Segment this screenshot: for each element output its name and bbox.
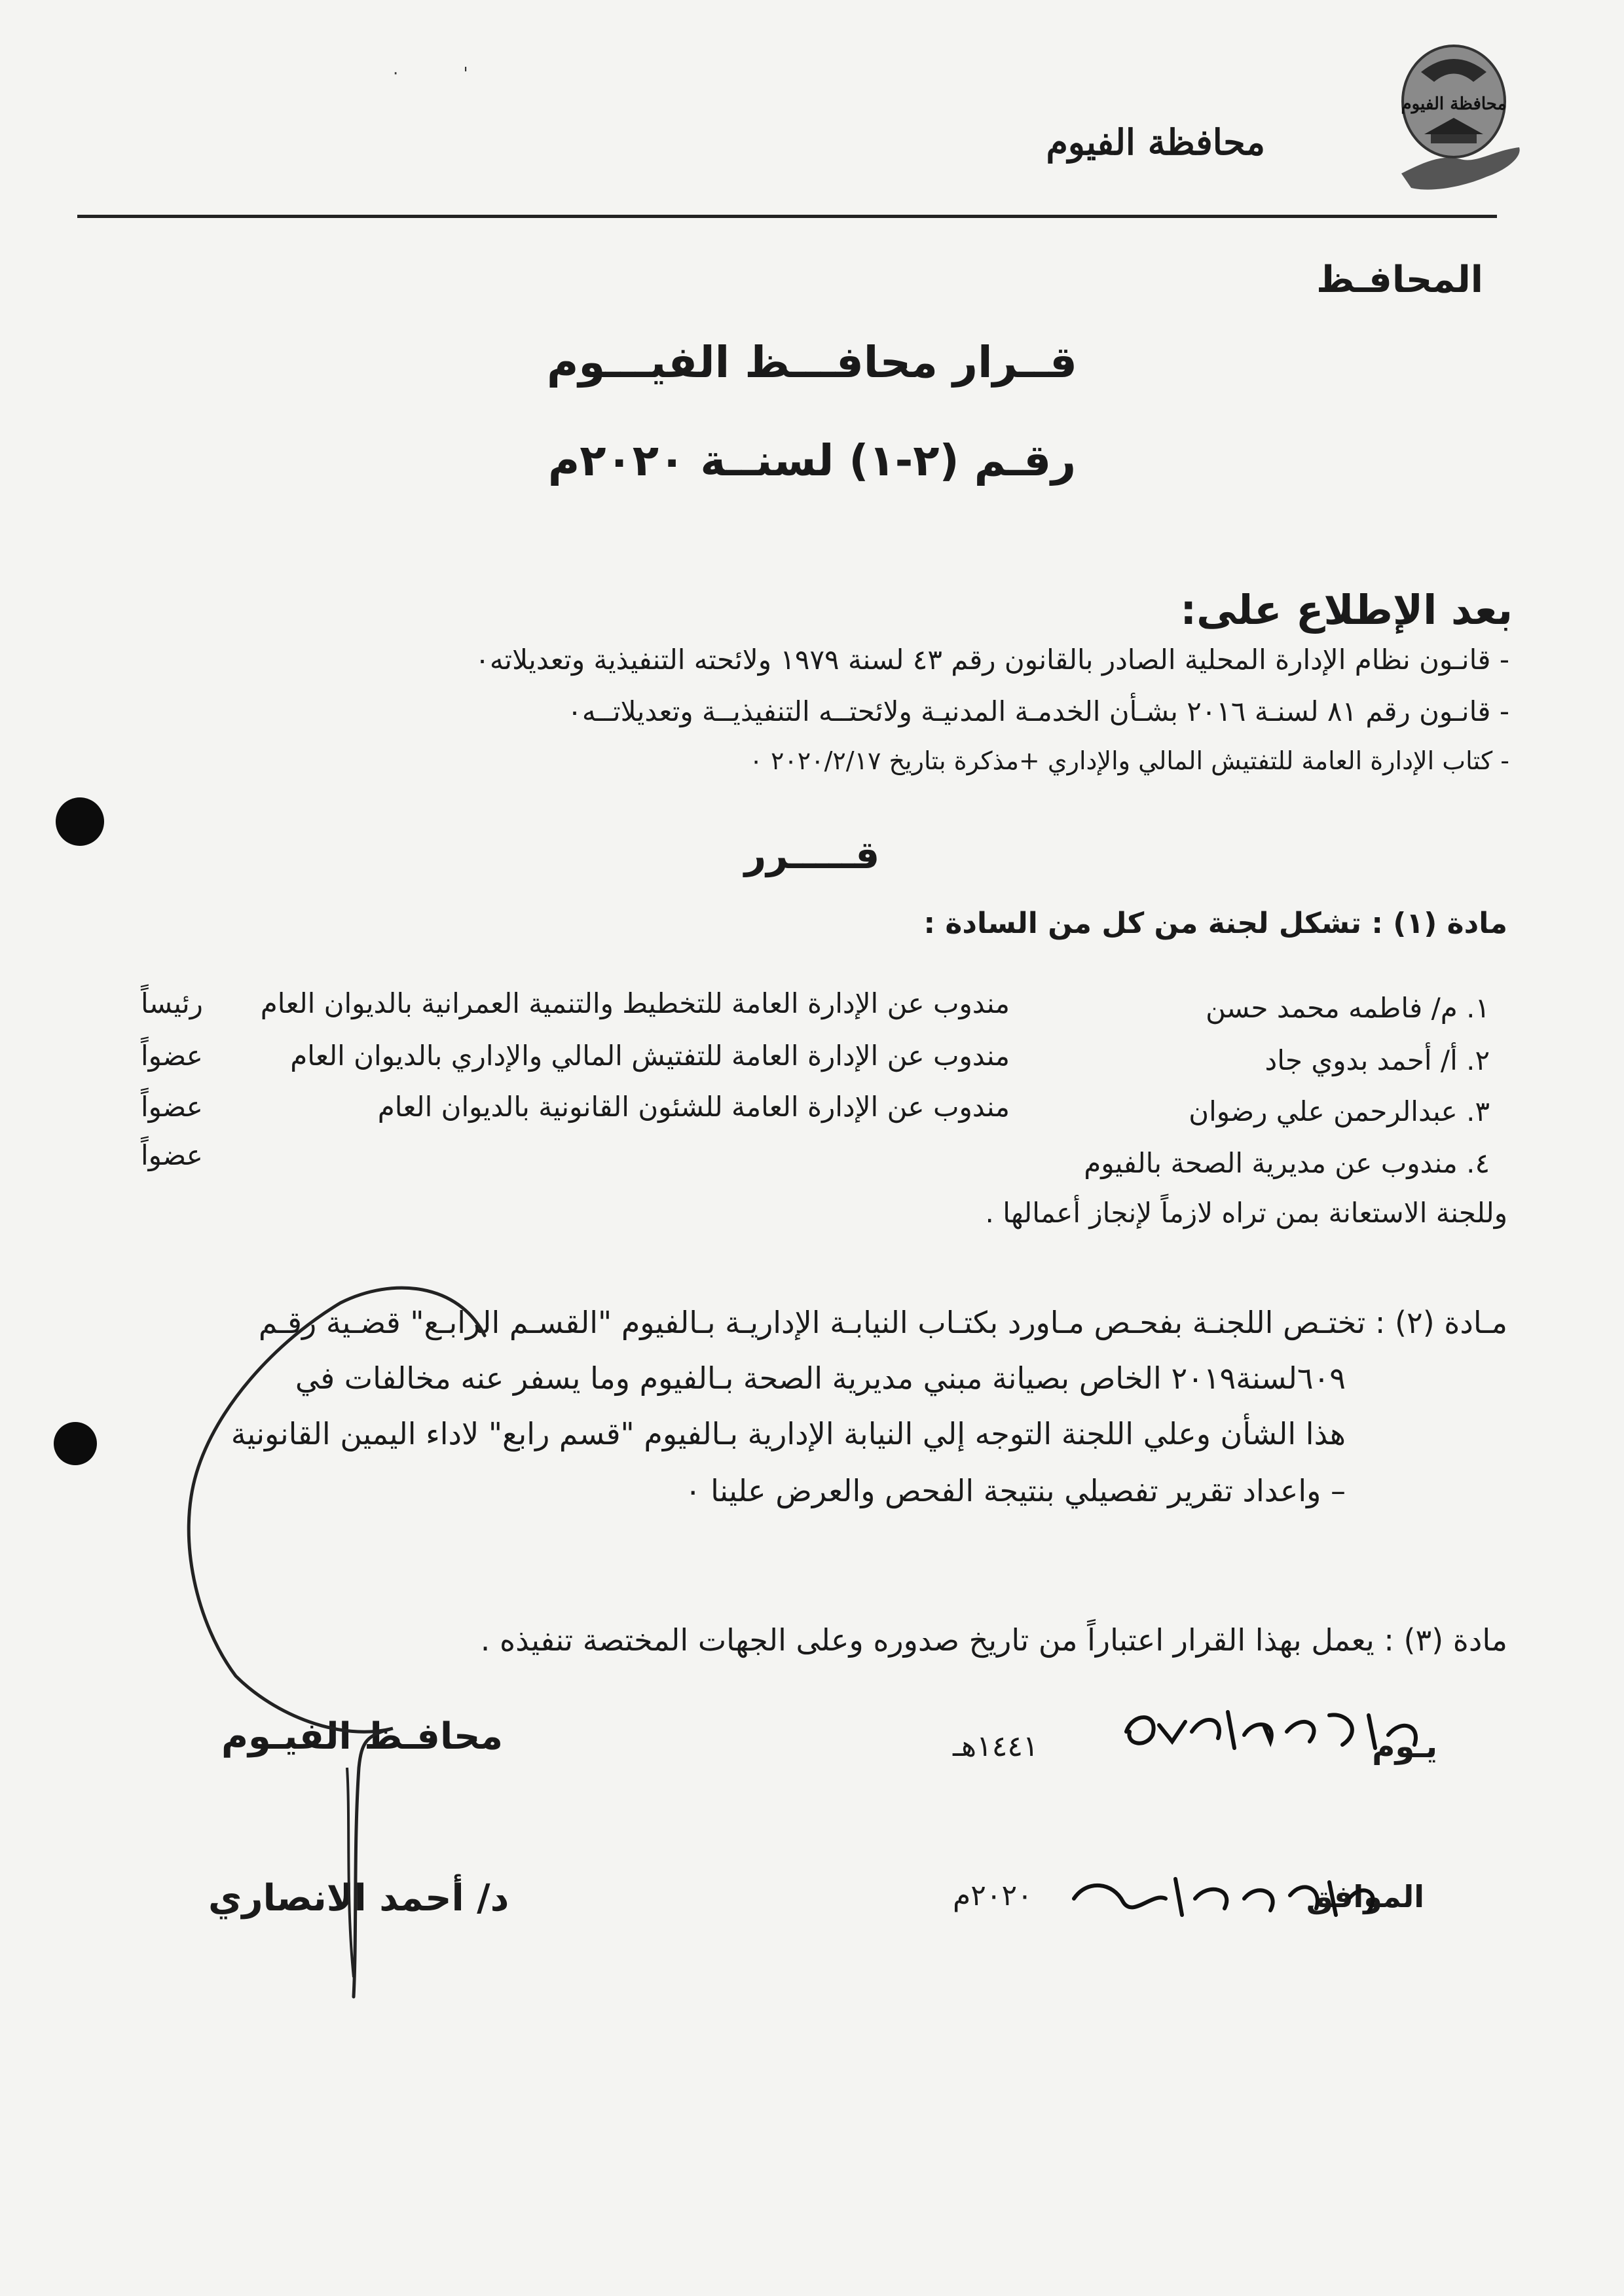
article-2-line: هذا الشأن وعلي اللجنة التوجه إلي النيابة الإدارية بـالفيوم "قسم رابع" لاداء اليمين القانونية <box>231 1416 1346 1451</box>
member-role: عضواً <box>141 1139 203 1171</box>
office-title: المحافـظ <box>1316 259 1483 301</box>
member-name: ٢. أ/ أحمد بدوي جاد <box>1264 1044 1490 1076</box>
gregorian-year: ٢٠٢٠م <box>953 1879 1033 1912</box>
decree-number: رقـم (٢-١) لسنــة ٢٠٢٠م <box>547 435 1077 486</box>
article-1-note: وللجنة الاستعانة بمن تراه لازماً لإنجاز أعمالها . <box>985 1197 1507 1229</box>
member-description: مندوب عن الإدارة العامة للتخطيط والتنمية العمرانية بالديوان العام <box>260 987 1010 1019</box>
decree-title: قــرار محافـــظ الفيـــوم <box>546 337 1077 388</box>
article-2-line: ٦٠٩لسنة٢٠١٩ الخاص بصيانة مبني مديرية الصحة بـالفيوم وما يسفر عنه مخالفات في <box>295 1360 1346 1396</box>
member-description: مندوب عن الإدارة العامة للتفتيش المالي والإداري بالديوان العام <box>290 1040 1010 1072</box>
member-name: ٤. مندوب عن مديرية الصحة بالفيوم <box>1084 1147 1490 1179</box>
article-3: مادة (٣) : يعمل بهذا القرار اعتباراً من تاريخ صدوره وعلى الجهات المختصة تنفيذه . <box>480 1622 1507 1658</box>
governorate-logo <box>1395 36 1526 200</box>
decided-heading: قـــــرر <box>744 833 880 877</box>
signatory-title: محافـظ الفيـوم <box>221 1715 504 1758</box>
gregorian-label: الموافق <box>1306 1879 1424 1914</box>
recital-item: - كتاب الإدارة العامة للتفتيش المالي والإداري +مذكرة بتاريخ ٢٠٢٠/٢/١٧ ٠ <box>749 746 1509 775</box>
handwritten-gregorian-date <box>1061 1853 1401 1934</box>
article-2-line: – واعداد تقرير تفصيلي بنتيجة الفحص والعرض علينا ٠ <box>684 1473 1346 1508</box>
hijri-year: ١٤٤١هـ <box>953 1730 1039 1763</box>
member-role: عضواً <box>141 1091 203 1123</box>
member-role: رئيساً <box>141 987 203 1019</box>
logo-lettering: محافظة الفيوم <box>1401 94 1507 114</box>
handwriting-image <box>1061 1853 1401 1931</box>
handwriting-image <box>1113 1686 1454 1764</box>
signatory-name: د/ أحمد الانصاري <box>208 1877 509 1920</box>
recitals-heading: بعد الإطلاع على: <box>1180 586 1513 634</box>
punch-hole <box>54 1422 97 1465</box>
recital-item: - قانـون نظام الإدارة المحلية الصادر بالقانون رقم ٤٣ لسنة ١٩٧٩ ولائحته التنفيذية وتعديلاته٠ <box>475 644 1509 676</box>
member-description: مندوب عن الإدارة العامة للشئون القانونية بالديوان العام <box>377 1091 1010 1123</box>
governorate-name: محافظة الفيوم <box>1046 121 1265 163</box>
article-1-heading: مادة (١) : تشكل لجنة من كل من السادة : <box>923 907 1507 940</box>
scan-marks: · ' <box>393 64 468 84</box>
handwritten-hijri-date <box>1113 1686 1454 1767</box>
member-role: عضواً <box>141 1040 203 1072</box>
article-2-line: مـادة (٢) : تختـص اللجنـة بفحـص مـاورد بكتـاب النيابـة الإداريـة بـالفيوم "القسـم الرابـع" قضـية رقـم <box>258 1305 1507 1340</box>
member-name: ٣. عبدالرحمن علي رضوان <box>1189 1095 1490 1127</box>
hijri-day-label: يـوم <box>1372 1728 1437 1765</box>
member-name: ١. م/ فاطمه محمد حسن <box>1206 992 1490 1024</box>
header-rule <box>77 215 1497 218</box>
recital-item: - قانـون رقم ٨١ لسنـة ٢٠١٦ بشـأن الخدمـة المدنيـة ولائحتــه التنفيذيــة وتعديلاتــه٠ <box>567 695 1509 727</box>
